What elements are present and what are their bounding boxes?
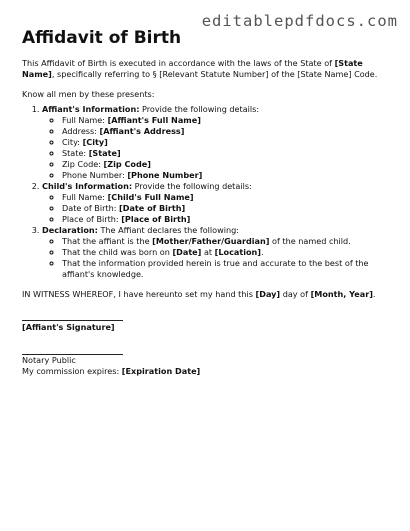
field-label: Date of Birth:: [62, 203, 120, 213]
witness-paragraph: [22, 289, 390, 300]
witness-month-year: [Month, Year]: [310, 289, 373, 299]
field-label: Zip Code:: [62, 159, 104, 169]
signature-label: [Affiant's Signature]: [22, 322, 115, 332]
child-details-list: [42, 192, 390, 225]
field-value: [Date of Birth]: [119, 203, 186, 213]
list-item: [62, 137, 390, 148]
document-page: [22, 28, 390, 377]
declaration-text: That the child was born on: [62, 247, 173, 257]
sections-list: [22, 104, 390, 280]
document-title: Affidavit of Birth: [22, 28, 182, 48]
list-item: [62, 126, 390, 137]
witness-day: [Day]: [255, 289, 281, 299]
field-label: Full Name:: [62, 115, 108, 125]
field-label: State:: [62, 148, 89, 158]
field-value: [Place of Birth]: [121, 214, 191, 224]
witness-text: day of: [280, 289, 311, 299]
field-value: [Child's Full Name]: [107, 192, 194, 202]
section-heading: Child's Information:: [42, 181, 133, 191]
list-item: [62, 214, 390, 225]
commission-date: [Expiration Date]: [121, 366, 201, 376]
field-label: Place of Birth:: [62, 214, 122, 224]
list-item: [62, 203, 390, 214]
field-value: [Phone Number]: [127, 170, 203, 180]
section-declaration: [42, 225, 390, 280]
declaration-text: at: [201, 247, 215, 257]
section-text: The Affiant declares the following:: [97, 225, 239, 235]
affiant-details-list: [42, 115, 390, 181]
field-value: [City]: [82, 137, 108, 147]
notary-title: Notary Public: [22, 355, 76, 365]
intro-state-name: [State Name]: [22, 58, 363, 79]
field-label: Address:: [62, 126, 100, 136]
section-child: [42, 181, 390, 225]
declaration-text: That the affiant is the: [62, 236, 153, 246]
section-text: Provide the following details:: [132, 181, 252, 191]
section-heading: Affiant's Information:: [42, 104, 140, 114]
section-heading: Declaration:: [42, 225, 98, 235]
section-text: Provide the following details:: [139, 104, 260, 114]
commission-label: My commission expires:: [22, 366, 122, 376]
section-affiant: [42, 104, 390, 181]
list-item: [62, 247, 390, 258]
witness-text: IN WITNESS WHEREOF, I have hereunto set my hand this: [22, 289, 256, 299]
intro-paragraph: [22, 58, 390, 80]
field-label: Phone Number:: [62, 170, 128, 180]
list-item: [62, 115, 390, 126]
intro-text-2: , specifically referring to § [Relevant Statute Number] of the [State Name] Code.: [51, 69, 378, 79]
list-item: [62, 170, 390, 181]
list-item: [62, 258, 390, 280]
field-label: City:: [62, 137, 83, 147]
witness-text: .: [372, 289, 376, 299]
list-item: [62, 236, 390, 247]
list-item: [62, 148, 390, 159]
declaration-value: [Date]: [172, 247, 202, 257]
declaration-value: [Location]: [214, 247, 261, 257]
field-value: [Affiant's Address]: [99, 126, 185, 136]
declaration-value: [Mother/Father/Guardian]: [152, 236, 270, 246]
signature-line: [22, 320, 123, 321]
list-item: [62, 192, 390, 203]
watermark: editablepdfdocs.com: [201, 12, 398, 30]
field-label: Full Name:: [62, 192, 108, 202]
field-value: [Zip Code]: [103, 159, 151, 169]
intro-text-1: This Affidavit of Birth is executed in accordance with the laws of the State of: [22, 58, 335, 68]
declaration-text: of the named child.: [269, 236, 351, 246]
commission-expires: [22, 366, 390, 377]
declaration-text: That the information provided herein is true and accurate to the best of the affiant's knowledge.: [62, 258, 369, 279]
field-value: [Affiant's Full Name]: [107, 115, 201, 125]
list-item: [62, 159, 390, 170]
know-all-men: Know all men by these presents:: [22, 89, 155, 99]
declaration-list: [42, 236, 390, 280]
declaration-text: .: [261, 247, 264, 257]
field-value: [State]: [88, 148, 121, 158]
